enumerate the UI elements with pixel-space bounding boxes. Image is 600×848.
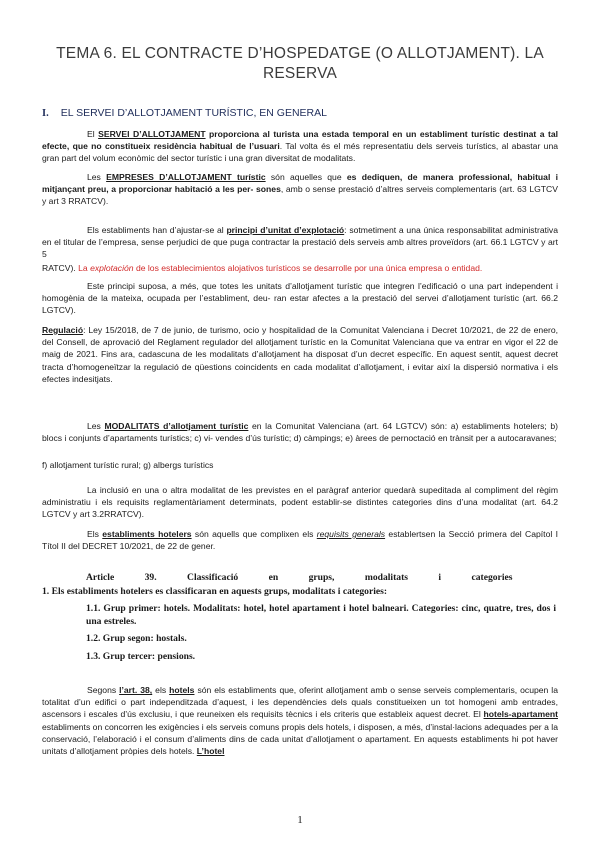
- paragraph-hotels: Segons l’art. 38, els hotels són els establiments que, oferint allotjament amb o sense serveis complementaris, ocupen la totalitat d’un edifici o part independitzada d’aquest, i les dependències dels quals constitueixen un tot homogeni amb entrades, ascensors i escales d’ús exclusiu, i que reuneixen els requisits tècnics i els criteris que estableix aquest decret. El hotels-apartament establiments on concorren les exigències i els serveis comuns propis dels hotels, i disposen, a més, d’instal·lacions adequades per a la conservació, l’elaboració i el consum d’aliments dins de cada unitat d’allotjament o apartament. En aquests establiments hi pot haver unitats d’allotjament pròpies dels hotels. L’hotel: [42, 685, 558, 757]
- page-title: TEMA 6. EL CONTRACTE D’HOSPEDATGE (O ALLOTJAMENT). LA RESERVA: [56, 45, 544, 82]
- article-item-1-3: 1.3. Grup tercer: pensions.: [86, 651, 196, 662]
- paragraph-principi: Els establiments han d’ajustar-se al principi d’unitat d’explotació: sotmetiment a una única responsabilitat administrativa en el titular de l’empresa, sense perjudici de que puga contractar la prestació dels serveis amb altres proveïdors (art. 66.1 LGTCV y art 5: [42, 225, 559, 260]
- section-heading: [42, 107, 327, 119]
- article-item-1: 1. Els establiments hotelers es classificaran en aquests grups, modalitats i categories:: [42, 586, 388, 597]
- paragraph-principi-cont: RATCV). La explotación de los establecimientos alojativos turísticos se desarrolle por una única empresa o entidad.: [42, 263, 483, 273]
- paragraph-suposa: Este principi suposa, a més, que totes les unitats d’allotjament turístic que integren l’edificació o una part independent i homogènia de la mateixa, ocupada per l’establiment, deu- ran estar afectes a la prestació del servei d’allotjament turístic (art. 66.2 LGTCV).: [42, 281, 558, 316]
- paragraph-empreses: Les EMPRESES D’ALLOTJAMENT turístic són aquelles que es dediquen, de manera professional, habitual i mitjançant preu, a proporcionar habitació a les per- sones, amb o sense prestació d’altres serveis complementaris (art. 63 LGTCV y art 3 RRATCV).: [42, 172, 558, 207]
- article-heading: Article 39. Classificació en grups, modalitats i categories: [86, 572, 513, 583]
- paragraph-hotelers: Els establiments hotelers són aquells que complixen els requisits generals establertsen la Secció primera del Capítol I Títol II del DECRET 10/2021, de 22 de gener.: [42, 529, 558, 552]
- paragraph-servei: El SERVEI D’ALLOTJAMENT proporciona al turista una estada temporal en un establiment turístic destinat a tal efecte, que no constitueix residència habitual de l’usuari. Tal volta és el més representatiu dels serveis turístics, al abastar una gran part del volum econòmic del sector turístic i una gran diversitat de modalitats.: [42, 129, 558, 164]
- section-number: I.: [42, 108, 49, 119]
- page-number: 1: [297, 814, 303, 826]
- article-item-1-2: 1.2. Grup segon: hostals.: [86, 633, 187, 644]
- paragraph-modalitats: Les MODALITATS d’allotjament turístic en la Comunitat Valenciana (art. 64 LGTCV) són: a) establiments hotelers; b) blocs i conjunts d’apartaments turístics; c) vi- vendes d’ús turístic; d) càmpings; e) àrees de pernoctació en trànsit per a autocaravanes;: [42, 421, 558, 444]
- paragraph-regulacio: Regulació: Ley 15/2018, de 7 de junio, de turismo, ocio y hospitalidad de la Comunitat Valenciana i Decret 10/2021, de 22 de enero, del Consell, de aprovació del Reglament regulador del allotjament turístic en la Comunitat Valenciana que va entrar en vigor el 22 de maig de 2021. Fins ara, cadascuna de les modalitats d’allotjament ha disposat d’un decret específic. En aquest sentit, aquest decret tracta d’homogeneïtzar la regulació de qüestions coincidents en cada modalitat d’allotjament, i evitar així la dispersió normativa i els efectes indesitjats.: [42, 325, 558, 384]
- paragraph-inclusio: La inclusió en una o altra modalitat de les previstes en el paràgraf anterior quedarà supeditada al compliment del règim administratiu i els requisits reglamentàriament determinats, podent establir-se distintes categories dins d’una modalitat (art. 64.2 LGTCV y art 3.2RRATCV).: [42, 485, 558, 520]
- section-title: EL SERVEI D’ALLOTJAMENT TURÍSTIC, EN GENERAL: [60, 107, 327, 119]
- article-item-1-1: 1.1. Grup primer: hotels. Modalitats: hotel, hotel apartament i hotel balneari. Categories: cinc, quatre, tres, dos i una estreles.: [86, 603, 556, 627]
- paragraph-modalitats-cont: f) allotjament turístic rural; g) albergs turístics: [42, 460, 214, 470]
